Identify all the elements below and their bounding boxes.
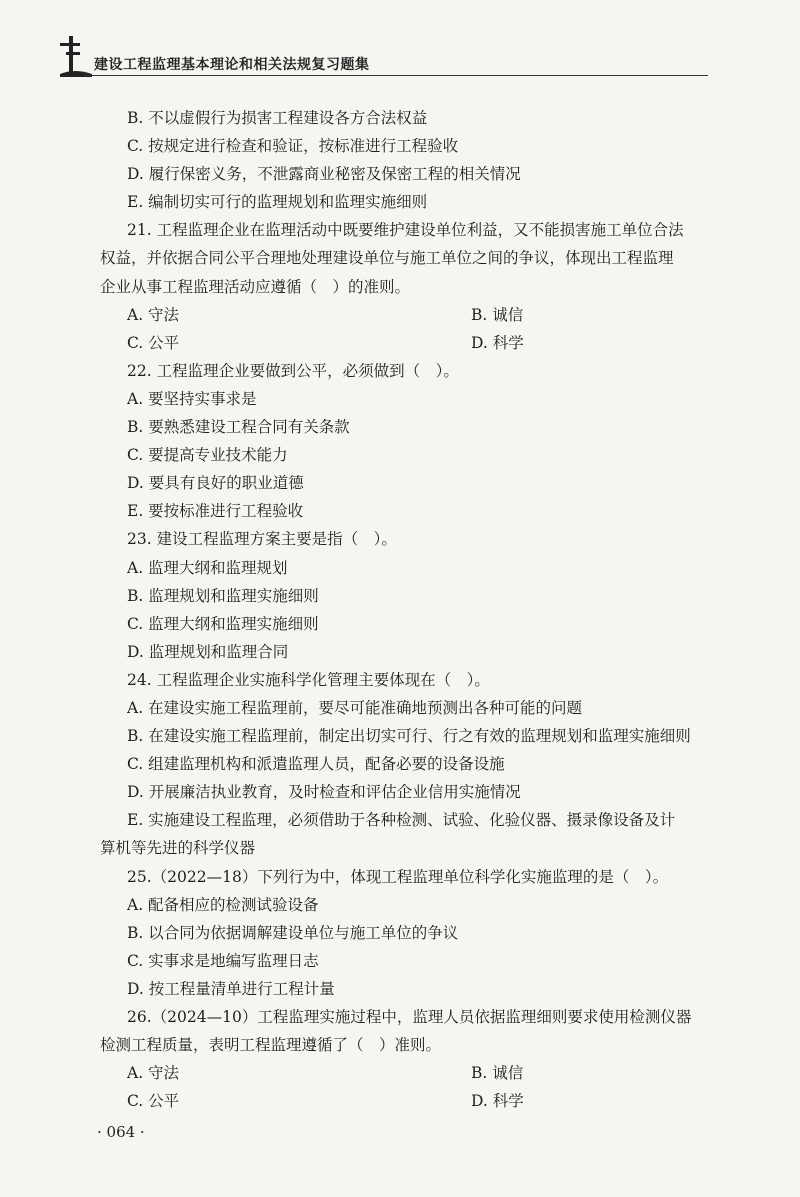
signpost-logo-icon <box>58 34 92 80</box>
continuation-line: 检测工程质量，表明工程监理遵循了（ ）准则。 <box>100 1036 442 1055</box>
answer-option: B. 在建设实施工程监理前，制定出切实可行、行之有效的监理规划和监理实施细则 <box>127 727 691 746</box>
answer-option: E. 要按标准进行工程验收 <box>127 502 304 521</box>
option-pair <box>127 301 717 329</box>
answer-option: B. 监理规划和监理实施细则 <box>127 586 319 605</box>
answer-option: A. 配备相应的检测试验设备 <box>127 895 319 914</box>
option-right: D. 科学 <box>471 1092 524 1111</box>
answer-option: C. 实事求是地编写监理日志 <box>127 951 319 970</box>
question-stem: 26.（2024—10）工程监理实施过程中，监理人员依据监理细则要求使用检测仪器 <box>127 1008 692 1026</box>
answer-option: E. 编制切实可行的监理规划和监理实施细则 <box>127 193 428 212</box>
answer-option: A. 要坚持实事求是 <box>127 389 257 408</box>
answer-option: D. 开展廉洁执业教育，及时检查和评估企业信用实施情况 <box>127 783 521 802</box>
answer-option: C. 要提高专业技术能力 <box>127 446 288 465</box>
continuation-line: 算机等先进的科学仪器 <box>100 839 256 858</box>
answer-option: D. 履行保密义务，不泄露商业秘密及保密工程的相关情况 <box>127 165 521 184</box>
option-pair <box>127 1059 717 1087</box>
question-stem: 22. 工程监理企业要做到公平，必须做到（ ）。 <box>127 361 459 380</box>
question-stem: 21. 工程监理企业在监理活动中既要维护建设单位利益，又不能损害施工单位合法 <box>127 221 684 240</box>
continuation-line: 企业从事工程监理活动应遵循（ ）的准则。 <box>100 277 411 296</box>
continuation-line: 权益，并依据合同公平合理地处理建设单位与施工单位之间的争议，体现出工程监理 <box>100 249 674 268</box>
option-left: A. 守法 <box>127 1064 180 1083</box>
question-list <box>100 104 717 1115</box>
header-title: 建设工程监理基本理论和相关法规复习题集 <box>94 57 370 73</box>
answer-option: D. 监理规划和监理合同 <box>127 642 289 661</box>
answer-option: E. 实施建设工程监理，必须借助于各种检测、试验、化验仪器、摄录像设备及计 <box>127 811 676 830</box>
option-left: C. 公平 <box>127 333 180 352</box>
running-header <box>58 34 708 80</box>
question-stem: 23. 建设工程监理方案主要是指（ ）。 <box>127 530 397 549</box>
answer-option: B. 不以虚假行为损害工程建设各方合法权益 <box>127 109 428 127</box>
option-right: B. 诚信 <box>471 1064 524 1083</box>
option-right: B. 诚信 <box>471 305 524 324</box>
header-rule <box>84 75 708 76</box>
answer-option: B. 要熟悉建设工程合同有关条款 <box>127 418 350 437</box>
option-right: D. 科学 <box>471 333 524 352</box>
option-pair <box>127 329 717 357</box>
option-left: A. 守法 <box>127 305 180 324</box>
question-stem: 24. 工程监理企业实施科学化管理主要体现在（ ）。 <box>127 670 490 689</box>
answer-option: C. 按规定进行检查和验证，按标准进行工程验收 <box>127 137 459 156</box>
answer-option: D. 要具有良好的职业道德 <box>127 474 304 493</box>
page-number: · 064 · <box>97 1123 145 1141</box>
answer-option: B. 以合同为依据调解建设单位与施工单位的争议 <box>127 923 459 942</box>
option-left: C. 公平 <box>127 1092 180 1111</box>
answer-option: D. 按工程量清单进行工程计量 <box>127 979 335 998</box>
answer-option: C. 组建监理机构和派遣监理人员，配备必要的设备设施 <box>127 755 505 774</box>
answer-option: A. 监理大纲和监理规划 <box>127 558 288 577</box>
option-pair <box>127 1087 717 1115</box>
answer-option: C. 监理大纲和监理实施细则 <box>127 614 319 633</box>
answer-option: A. 在建设实施工程监理前，要尽可能准确地预测出各种可能的问题 <box>127 698 583 717</box>
question-stem: 25.（2022—18）下列行为中，体现工程监理单位科学化实施监理的是（ ）。 <box>127 867 669 886</box>
